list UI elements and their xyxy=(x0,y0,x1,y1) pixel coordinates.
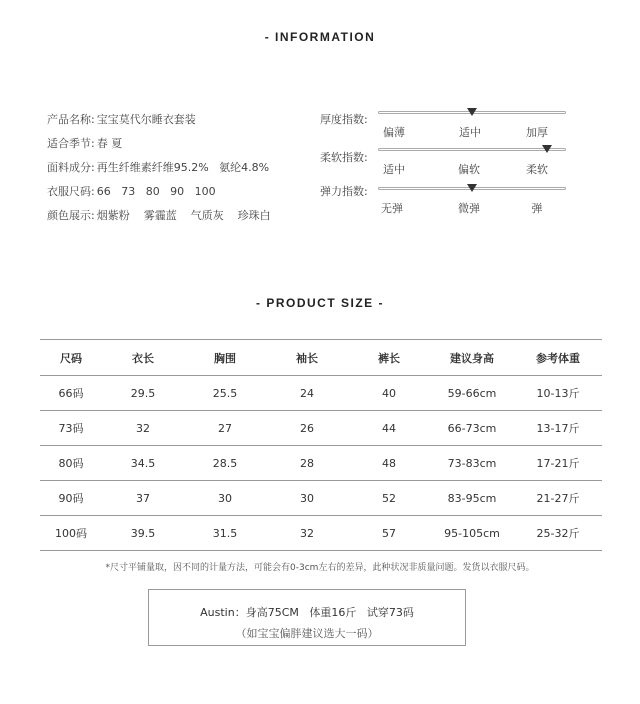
model-info-text: Austin：身高75CM 体重16斤 试穿73码 xyxy=(200,606,414,619)
info-value: 春 夏 xyxy=(96,137,123,150)
table-cell: 26 xyxy=(266,411,348,446)
column-header: 袖长 xyxy=(266,340,348,376)
table-cell: 44 xyxy=(348,411,430,446)
table-cell: 30 xyxy=(266,481,348,516)
table-cell: 39.5 xyxy=(102,516,184,551)
thickness-scale-label: 厚度指数: xyxy=(320,113,368,126)
table-cell: 80码 xyxy=(40,446,102,481)
table-row xyxy=(40,446,602,481)
table-cell: 21-27斤 xyxy=(514,481,602,516)
table-cell: 73码 xyxy=(40,411,102,446)
elasticity-scale-label: 弹力指数: xyxy=(320,185,368,198)
table-cell: 90码 xyxy=(40,481,102,516)
table-cell: 95-105cm xyxy=(430,516,514,551)
softness-scale-label: 柔软指数: xyxy=(320,151,368,164)
table-cell: 66码 xyxy=(40,376,102,411)
info-value: 再生纤维素纤维95.2% 氨纶4.8% xyxy=(96,161,270,174)
scale-option: 适中 xyxy=(459,126,481,139)
table-row xyxy=(40,376,602,411)
table-cell: 31.5 xyxy=(184,516,266,551)
scale-option: 弹 xyxy=(531,202,543,215)
info-label: 适合季节: xyxy=(47,137,95,150)
scale-option: 偏薄 xyxy=(383,126,405,139)
table-cell: 32 xyxy=(102,411,184,446)
table-cell: 83-95cm xyxy=(430,481,514,516)
scale-option: 微弹 xyxy=(458,202,480,215)
table-cell: 30 xyxy=(184,481,266,516)
column-header: 建议身高 xyxy=(430,340,514,376)
column-header: 尺码 xyxy=(40,340,102,376)
info-row-season xyxy=(47,135,122,151)
table-cell: 13-17斤 xyxy=(514,411,602,446)
measurement-note: *尺寸平铺量取，因不同的计量方法，可能会有0-3cm左右的差异，此种状况非质量问题。发货以衣服尺码。 xyxy=(105,563,535,573)
table-cell: 28.5 xyxy=(184,446,266,481)
table-row xyxy=(40,411,602,446)
table-cell: 40 xyxy=(348,376,430,411)
scale-option: 柔软 xyxy=(526,163,548,176)
elasticity-scale-marker xyxy=(467,184,477,192)
table-row xyxy=(40,516,602,551)
scale-option: 适中 xyxy=(383,163,405,176)
column-header: 胸围 xyxy=(184,340,266,376)
table-cell: 32 xyxy=(266,516,348,551)
table-cell: 25-32斤 xyxy=(514,516,602,551)
softness-scale-bar xyxy=(378,148,566,151)
scale-option: 偏软 xyxy=(458,163,480,176)
table-cell: 17-21斤 xyxy=(514,446,602,481)
column-header: 衣长 xyxy=(102,340,184,376)
table-row xyxy=(40,481,602,516)
product-size-title: - PRODUCT SIZE - xyxy=(256,296,384,310)
info-label: 面料成分: xyxy=(47,161,95,174)
info-value: 烟紫粉 雾霾蓝 气质灰 珍珠白 xyxy=(96,209,271,222)
column-header: 参考体重 xyxy=(514,340,602,376)
info-label: 颜色展示: xyxy=(47,209,95,222)
info-row-colors xyxy=(47,207,271,223)
table-cell: 37 xyxy=(102,481,184,516)
table-cell: 66-73cm xyxy=(430,411,514,446)
info-row-product-name xyxy=(47,111,196,127)
scale-option: 加厚 xyxy=(526,126,548,139)
table-header-row xyxy=(40,340,602,376)
table-cell: 24 xyxy=(266,376,348,411)
info-row-fabric xyxy=(47,159,269,175)
column-header: 裤长 xyxy=(348,340,430,376)
info-row-sizes xyxy=(47,183,216,199)
table-cell: 28 xyxy=(266,446,348,481)
table-cell: 48 xyxy=(348,446,430,481)
table-cell: 100码 xyxy=(40,516,102,551)
info-value: 66 73 80 90 100 xyxy=(96,185,216,198)
info-label: 衣服尺码: xyxy=(47,185,95,198)
table-cell: 25.5 xyxy=(184,376,266,411)
table-cell: 59-66cm xyxy=(430,376,514,411)
table-cell: 29.5 xyxy=(102,376,184,411)
table-cell: 10-13斤 xyxy=(514,376,602,411)
model-info-box xyxy=(148,589,466,646)
scale-option: 无弹 xyxy=(381,202,403,215)
table-cell: 27 xyxy=(184,411,266,446)
table-cell: 73-83cm xyxy=(430,446,514,481)
table-cell: 57 xyxy=(348,516,430,551)
model-size-tip: （如宝宝偏胖建议选大一码） xyxy=(235,627,379,640)
size-table xyxy=(40,339,602,551)
info-value: 宝宝莫代尔睡衣套装 xyxy=(96,113,196,126)
table-cell: 52 xyxy=(348,481,430,516)
table-cell: 34.5 xyxy=(102,446,184,481)
information-title: - INFORMATION xyxy=(264,30,376,44)
softness-scale-marker xyxy=(542,145,552,153)
info-label: 产品名称: xyxy=(47,113,95,126)
thickness-scale-marker xyxy=(467,108,477,116)
